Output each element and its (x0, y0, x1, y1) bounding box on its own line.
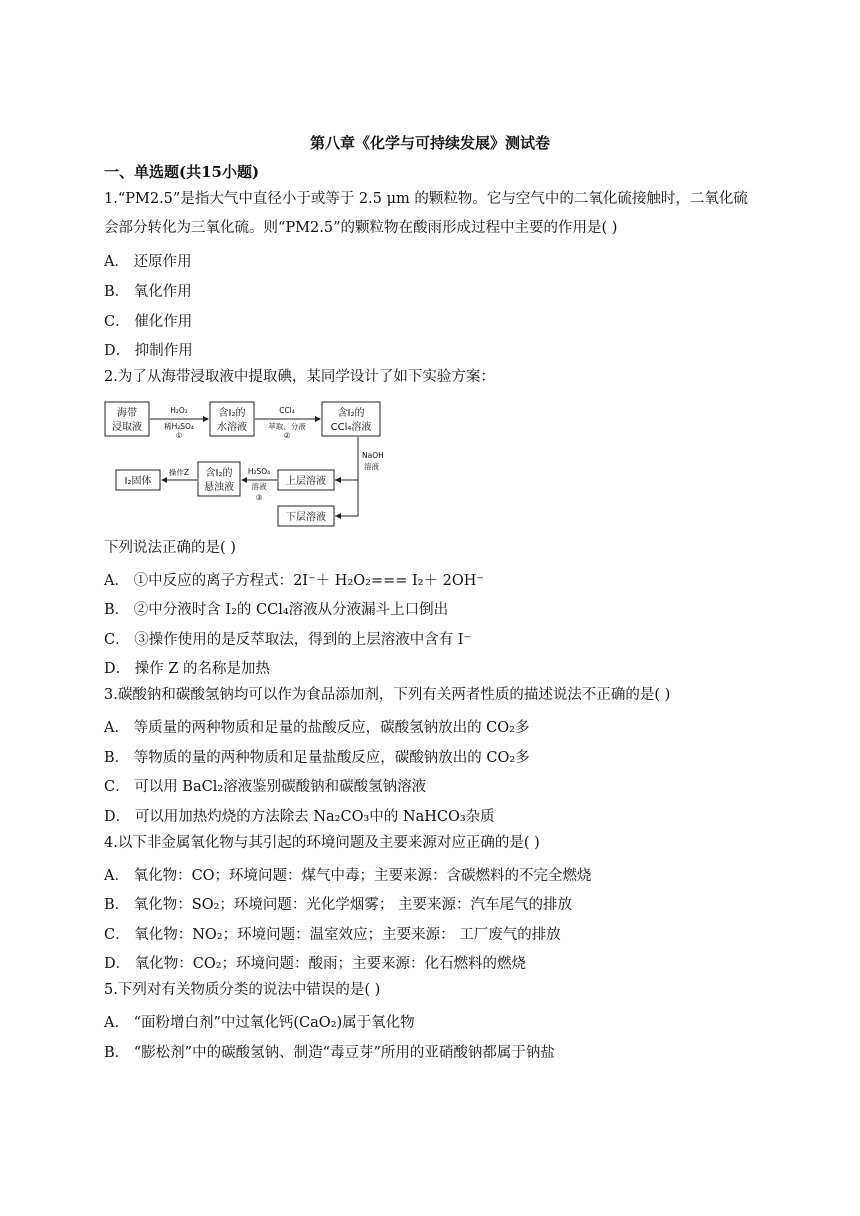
box3-text2: CCl₄溶液 (330, 422, 372, 433)
arrow1-top: H₂O₂ (170, 406, 188, 415)
box-upper-text: 上层溶液 (286, 476, 326, 487)
box2-text1: 含I₂的 (218, 408, 246, 419)
q5-option-b: B． “膨松剂”中的碳酸氢钠、制造“毒豆芽”所用的亚硝酸钠都属于钠盐 (104, 1045, 555, 1061)
q1-option-d: D． 抑制作用 (104, 343, 193, 359)
q1-stem-line2: 会部分转化为三氧化硫。则“PM2.5”的颗粒物在酸雨形成过程中主要的作用是( ) (104, 220, 618, 236)
suspension-text1: 含I₂的 (205, 468, 233, 479)
box1-text2: 浸取液 (112, 422, 142, 433)
arrow3-top: H₂SO₄ (247, 467, 271, 476)
q4-option-a: A． 氧化物：CO；环境问题：煤气中毒；主要来源：含碳燃料的不完全燃烧 (104, 868, 592, 884)
q2-option-a: A． ①中反应的离子方程式：2I⁻＋ H₂O₂=== I₂＋ 2OH⁻ (104, 573, 485, 589)
iodine-extraction-flowchart (102, 396, 402, 530)
box-solid-text: I₂固体 (124, 476, 152, 487)
q2-option-b: B． ②中分液时含 I₂的 CCl₄溶液从分液漏斗上口倒出 (104, 602, 449, 618)
arrow1-bottom: 稀H₂SO₄ (164, 422, 194, 431)
box-lower-text: 下层溶液 (286, 512, 326, 523)
q2-option-c: C． ③操作使用的是反萃取法，得到的上层溶液中含有 I⁻ (104, 632, 472, 648)
q2-option-d: D． 操作 Z 的名称是加热 (104, 661, 271, 677)
box2-text2: 水溶液 (217, 422, 247, 433)
q4-option-d: D． 氧化物：CO₂；环境问题：酸雨；主要来源：化石燃料的燃烧 (104, 956, 527, 972)
arrow3-bottom: 溶液 (251, 482, 267, 491)
q1-option-c: C． 催化作用 (104, 314, 193, 330)
q1-option-a: A． 还原作用 (104, 254, 192, 270)
q4-option-c: C． 氧化物：NO₂；环境问题：温室效应；主要来源： 工厂废气的排放 (104, 927, 561, 943)
q1-stem-line1: 1.“PM2.5”是指大气中直径小于或等于 2.5 μm 的颗粒物。它与空气中的二氧化硫接触时，二氧化硫 (104, 191, 748, 207)
q3-option-b: B． 等物质的量的两种物质和足量盐酸反应，碳酸钠放出的 CO₂多 (104, 750, 530, 766)
q4-stem: 4.以下非金属氧化物与其引起的环境问题及主要来源对应正确的是( ) (104, 835, 540, 851)
box3-text1: 含I₂的 (337, 408, 365, 419)
suspension-text2: 悬浊液 (204, 482, 234, 493)
arrow2-top: CCl₄ (279, 406, 295, 415)
arrow2-num: ② (283, 431, 291, 440)
naoh-label1: NaOH (362, 451, 384, 460)
q3-option-a: A． 等质量的两种物质和足量的盐酸反应，碳酸氢钠放出的 CO₂多 (104, 720, 530, 736)
q2-question: 下列说法正确的是( ) (104, 540, 236, 556)
arrow3-num: ③ (255, 493, 263, 502)
page-title: 第八章《化学与可持续发展》测试卷 (309, 134, 550, 152)
q2-stem: 2.为了从海带浸取液中提取碘，某同学设计了如下实验方案： (104, 369, 495, 385)
flow-arrow-naoh (335, 437, 358, 480)
q5-stem: 5.下列对有关物质分类的说法中错误的是( ) (104, 982, 381, 998)
op-z-label: 操作Z (168, 468, 190, 477)
arrow1-num: ① (175, 431, 183, 440)
q4-option-b: B． 氧化物：SO₂；环境问题：光化学烟雾； 主要来源：汽车尾气的排放 (104, 897, 573, 913)
arrow2-bottom: 萃取、分液 (268, 422, 306, 431)
q3-stem: 3.碳酸钠和碳酸氢钠均可以作为食品添加剂，下列有关两者性质的描述说法不正确的是( ) (104, 687, 671, 703)
naoh-label2: 溶液 (364, 462, 379, 471)
box1-text1: 海带 (117, 408, 137, 419)
flow-arrow-lower (335, 480, 358, 516)
q5-option-a: A． “面粉增白剂”中过氧化钙(CaO₂)属于氧化物 (104, 1015, 415, 1031)
q3-option-d: D． 可以用加热灼烧的方法除去 Na₂CO₃中的 NaHCO₃杂质 (104, 809, 495, 825)
section-heading: 一、单选题(共15小题) (104, 163, 260, 181)
q3-option-c: C． 可以用 BaCl₂溶液鉴别碳酸钠和碳酸氢钠溶液 (104, 779, 427, 795)
q1-option-b: B． 氧化作用 (104, 284, 192, 300)
